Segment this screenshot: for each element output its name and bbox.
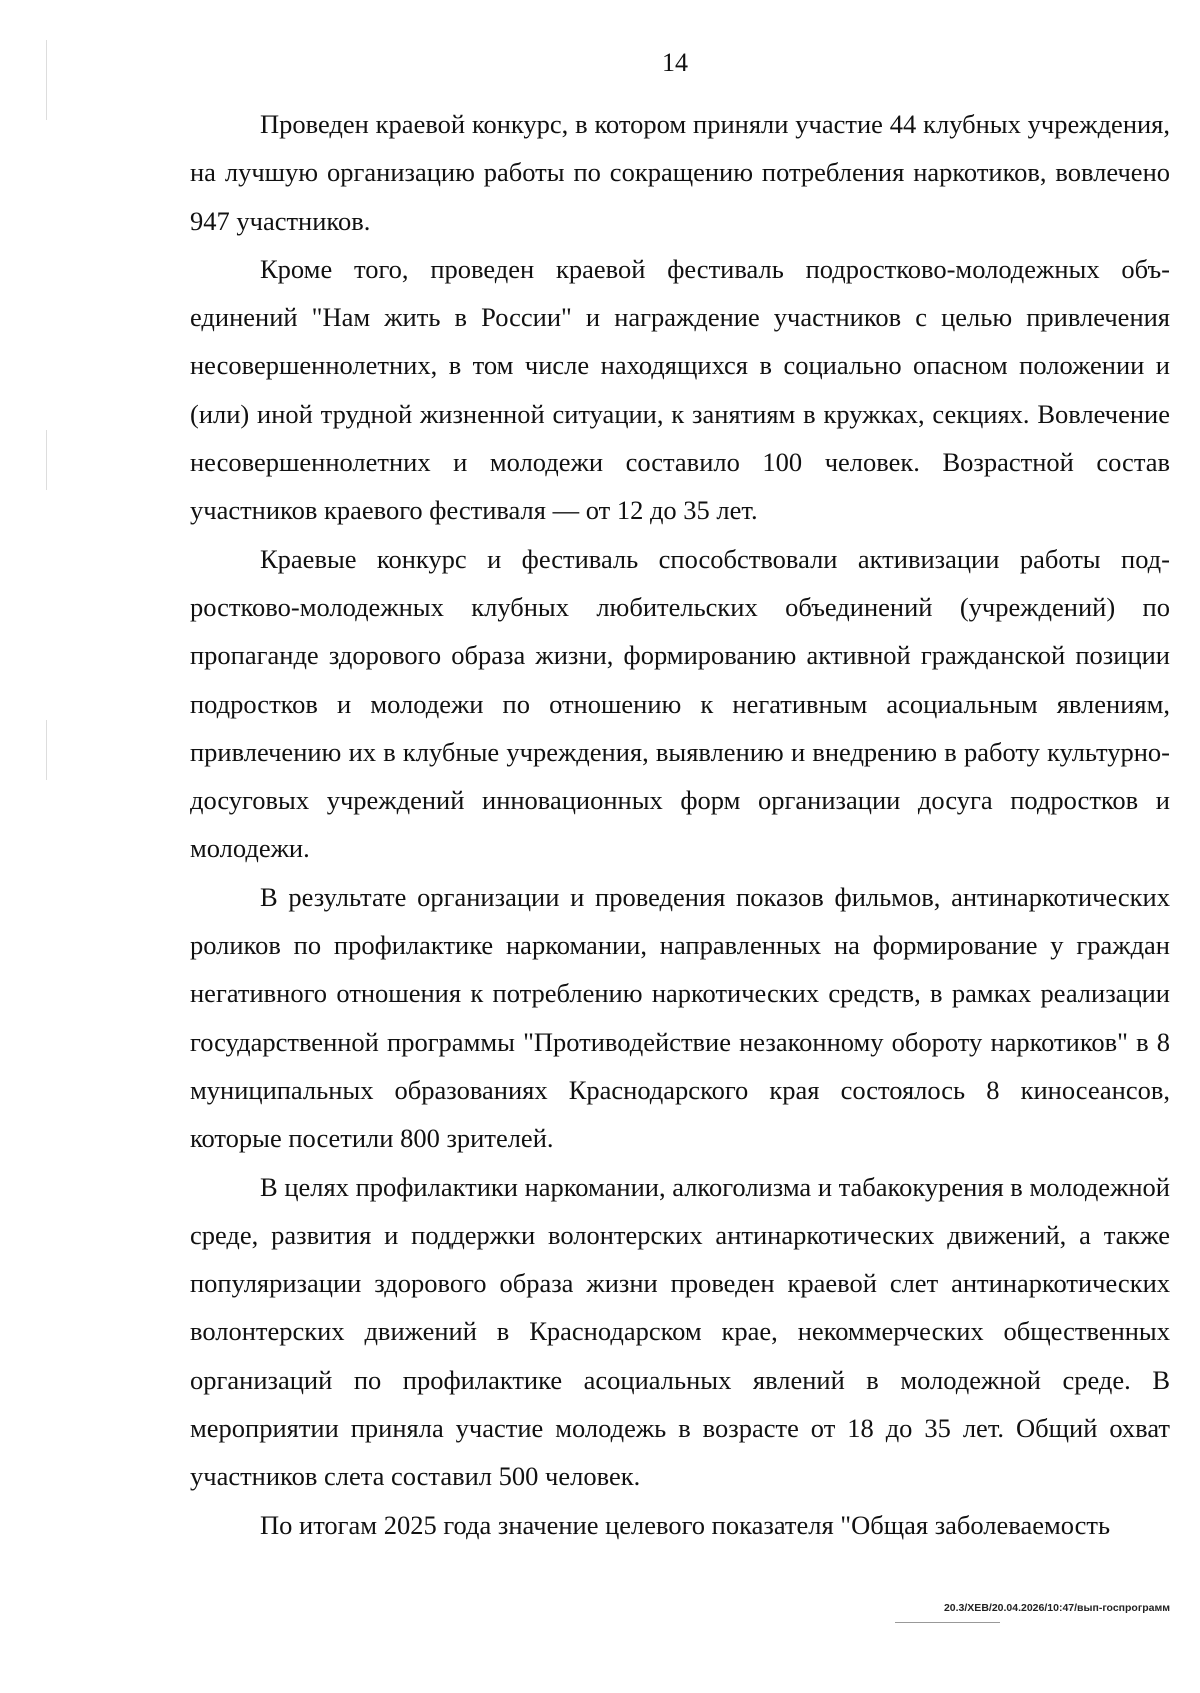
paragraph: Краевые конкурс и фестиваль способствовали активизации работы подростково-молодежных клубных любительских объединений (учреждений) по пропаганде здорового образа жизни, формированию активной гражданской позиции подростков и молодежи по отношению к негативным асоциальным явлениям, привлечению их в клубные учреждения, выявлению и внедрению в работу культурно-досуговых учреждений инновационных форм организации досуга подростков и молодежи. [190,543,1170,864]
scan-margin-mark [46,430,47,490]
scan-margin-mark [46,40,47,120]
scan-margin-mark [46,720,47,780]
paragraph: Проведен краевой конкурс, в котором приняли участие 44 клубных учреждения, на лучшую организацию работы по сокращению потребления наркотиков, вовлечено 947 участников. [190,109,1170,236]
paragraph: По итогам 2025 года значение целевого показателя "Общая заболеваемость [260,1509,1111,1540]
paragraph: В целях профилактики наркомании, алкоголизма и табакокурения в молодежной среде, развития и поддержки волонтерских антинаркотических движений, а также популяризации здорового образа жизни проведен краевой слет антинаркотических волонтерских движений в Краснодарском крае, некоммерческих общественных организаций по профилактике асоциальных явлений в молодежной среде. В мероприятии приняла участие молодежь в возрасте от 18 до 35 лет. Общий охват участников слета составил 500 человек. [190,1171,1170,1492]
document-footer-code: 20.3/ХЕВ/20.04.2026/10:47/вып-госпрограмм [943,1602,1170,1614]
paragraph: Кроме того, проведен краевой фестиваль подростково-молодежных объединений "Нам жить в России" и награждение участников с целью привлечения несовершеннолетних, в том числе находящихся в социально опасном положении и (или) иной трудной жизненной ситуации, к занятиям в кружках, секциях. Вовлечение несовершеннолетних и молодежи составило 100 человек. Возрастной состав участников краевого фестиваля — от 12 до 35 лет. [190,253,1170,526]
paragraph: В результате организации и проведения показов фильмов, антинаркотических роликов по профилактике наркомании, направленных на формирование у граждан негативного отношения к потреблению наркотических средств, в рамках реализации государственной программы "Противодействие незаконному обороту наркотиков" в 8 муниципальных образованиях Краснодарского края состоялось 8 киносеансов, которые посетили 800 зрителей. [190,881,1170,1154]
document-body [190,100,1170,1549]
page-number: 14 [662,48,688,77]
footer-divider [895,1622,1000,1623]
